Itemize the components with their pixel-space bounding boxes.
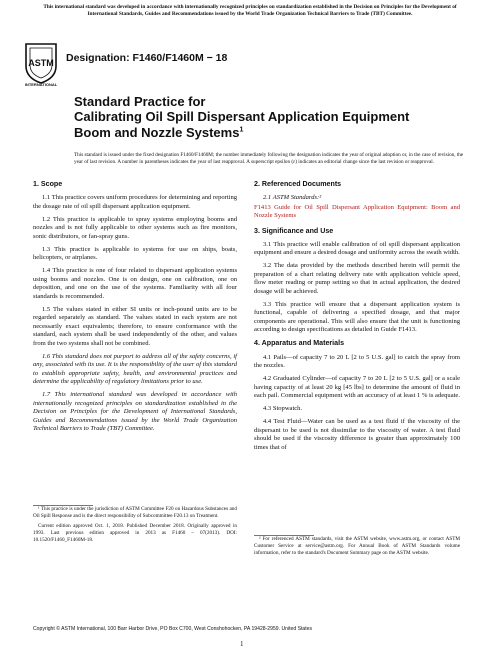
- scope-p6: 1.6 This standard does not purport to address all of the safety concerns, if any, associated with its use. It is the responsibility of the user of this standard to establish appropriate safety, health, and environmental practices and determine the applicability of regulatory limitations prior to use.: [33, 352, 237, 386]
- document-title: [74, 94, 454, 140]
- title-line-1: Standard Practice for: [74, 94, 206, 109]
- footnote-2: ² For referenced ASTM standards, visit the ASTM website, www.astm.org, or contact ASTM Customer Service at service@astm.org. For Annual Book of ASTM Standards volume information, refer to the standard's Document Summary page on the ASTM website.: [254, 536, 460, 557]
- scope-p2: 1.2 This practice is applicable to spray systems employing booms and nozzles and is not fully applicable to other systems such as fire monitors, sonic distributors, or fan-spray guns.: [33, 215, 237, 240]
- significance-p2: 3.2 The data provided by the methods described herein will permit the preparation of a chart relating delivery rate with application vehicle speed, flow meter reading or pump setting so that in actual application, the desired dosage will be achieved.: [254, 262, 460, 295]
- astm-logo-icon: [22, 40, 60, 86]
- scope-p3: 1.3 This practice is applicable to systems for use on ships, boats, helicopters, or airplanes.: [33, 245, 237, 262]
- apparatus-heading: 4. Apparatus and Materials: [254, 339, 345, 348]
- left-footnotes: [33, 505, 237, 547]
- scope-p5: 1.5 The values stated in either SI units or inch-pound units are to be regarded separately as standard. The values stated in each system are not necessarily exact equivalents; therefore, to ensure conformance with the standard, each system shall be used independently of the other, and values from the two systems shall not be combined.: [33, 305, 237, 347]
- copyright: Copyright © ASTM International, 100 Barr Harbor Drive, PO Box C700, West Conshohocken, PA 19428-2959. United States: [33, 626, 313, 632]
- title-line-2: Calibrating Oil Spill Dispersant Application Equipment: [74, 109, 410, 125]
- significance-heading: 3. Significance and Use: [254, 226, 334, 235]
- scope-p1: 1.1 This practice covers uniform procedures for determining and reporting the dosage rate of oil spill dispersant application equipment.: [33, 194, 237, 210]
- logo-subtext: INTERNATIONAL: [24, 82, 58, 87]
- referenced-item: 2.1 ASTM Standards:²: [263, 194, 322, 202]
- reference-f1413[interactable]: [254, 204, 460, 221]
- reference-code-link[interactable]: F1413: [254, 203, 271, 211]
- footnote-1: ¹ This practice is under the jurisdiction of ASTM Committee F20 on Hazardous Substances and Oil Spill Response and is the direct responsibility of Subcommittee F20.13 on Treatment.: [33, 506, 237, 520]
- scope-p7: 1.7 This international standard was developed in accordance with internationally recognized principles on standardization established in the Decision on Principles for the Development of International Standards, Guides and Recommendations issued by the World Trade Organization Technical Barriers to Trade (TBT) Committee.: [33, 391, 237, 433]
- footnote-1-edition: Current edition approved Oct. 1, 2018. Published December 2018. Originally approved in 1993. Last previous edition approved in 2013 as F1460 – 07(2013). DOI: 10.1520/F1460_F1460M-18.: [33, 523, 237, 544]
- significance-p1: 3.1 This practice will enable calibration of oil spill dispersant application equipment and ensure a desired dosage and uniformity across the swath width.: [254, 240, 460, 257]
- apparatus-p4: 4.4 Test Fluid—Water can be used as a test fluid if the viscosity of the dispersant to be used is not dissimilar to the viscosity of water. A test fluid should be used if the viscosity difference is greater than approximately 100 times that of: [254, 418, 460, 451]
- significance-p3: 3.3 This practice will ensure that a dispersant application system is functional, capable of delivering a specified dosage, and that major components are operational. This will also ensure that the unit is functioning according to design specifications as detailed in Guide F1413.: [254, 300, 460, 334]
- reference-title-link[interactable]: Guide for Oil Spill Dispersant Application Equipment: Boom and Nozzle Systems: [254, 203, 460, 220]
- scope-p4: 1.4 This practice is one of four related to dispersant application systems using booms and nozzles. One is on design, one on calibration, one on deposition, and one on the use of the systems. Familiarity with all four standards is recommended.: [33, 267, 237, 300]
- title-footnote-mark: 1: [239, 126, 244, 134]
- scope-heading: 1. Scope: [33, 180, 63, 188]
- page-number: 1: [240, 640, 244, 648]
- apparatus-p3: 4.3 Stopwatch.: [263, 405, 303, 413]
- apparatus-p1: 4.1 Pails—of capacity 7 to 20 L [2 to 5 U.S. gal] to catch the spray from the nozzles.: [254, 353, 460, 370]
- right-footnotes: [254, 535, 460, 560]
- wto-notice: This international standard was developed in accordance with internationally recognized principles on standardization established in the Decision on Principles for the Development of International Standards, Guides and Recommendations issued by the World Trade Organization Technical Barriers to Trade (TBT) Committee.: [43, 4, 457, 17]
- title-line-3-text: Boom and Nozzle Systems: [74, 124, 240, 140]
- astm-logo: [22, 40, 60, 86]
- logo-letters: ASTM: [28, 58, 54, 68]
- referenced-heading: 2. Referenced Documents: [254, 180, 342, 188]
- issued-statement: This standard is issued under the fixed designation F1460/F1460M; the number immediately following the designation indicates the year of original adoption or, in the case of revision, the year of last revision. A number in parentheses indicates the year of last reapproval. A superscript epsilon (ε) indicates an editorial change since the last revision or reapproval.: [74, 152, 464, 166]
- title-line-3: [74, 125, 454, 140]
- designation: Designation: F1460/F1460M − 18: [66, 52, 228, 64]
- apparatus-p2: 4.2 Graduated Cylinder—of capacity 7 to 20 L [2 to 5 U.S. gal] or a scale having capacity of at least 20 kg [45 lbs] to determine the amount of fluid in each pail. Commercial equipment with an accuracy of at least 1 % is adequate.: [254, 375, 460, 400]
- right-column: [254, 180, 460, 457]
- left-column: [33, 180, 237, 438]
